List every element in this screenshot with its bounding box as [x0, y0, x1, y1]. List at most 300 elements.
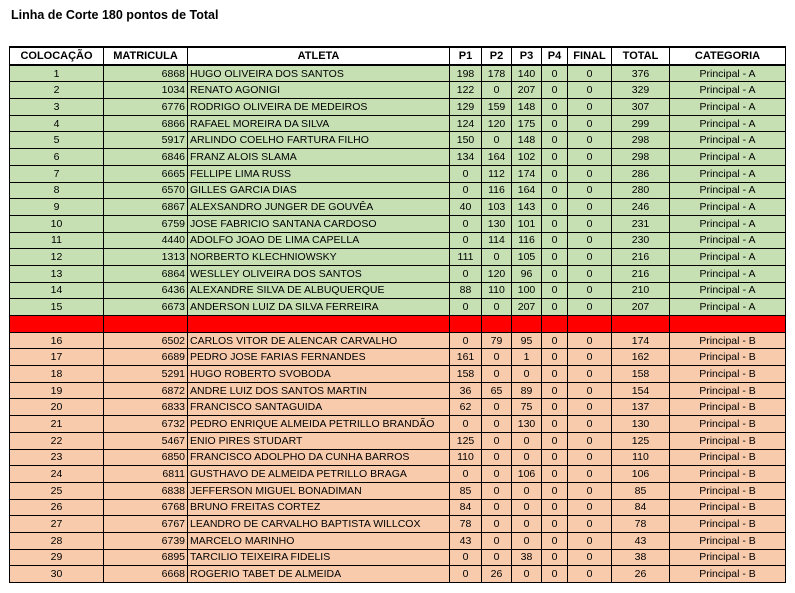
cell-p1: 88 — [450, 282, 482, 299]
cell-total: 78 — [612, 516, 670, 533]
header-atleta: ATLETA — [188, 47, 450, 65]
cell-total: 207 — [612, 299, 670, 316]
cell-p1: 0 — [450, 165, 482, 182]
header-p3: P3 — [512, 47, 542, 65]
cell-colocacao: 9 — [10, 199, 104, 216]
cell-final: 0 — [568, 466, 612, 483]
cell-p3: 96 — [512, 265, 542, 282]
cell-colocacao: 30 — [10, 566, 104, 583]
cell-p3: 101 — [512, 215, 542, 232]
cell-p2: 26 — [482, 566, 512, 583]
group-a-rows — [10, 65, 786, 316]
cell-categoria: Principal - B — [670, 449, 786, 466]
cell-categoria: Principal - A — [670, 149, 786, 166]
cell-final: 0 — [568, 199, 612, 216]
cell-p3: 164 — [512, 182, 542, 199]
cell-p4: 0 — [542, 132, 568, 149]
cell-p4: 0 — [542, 449, 568, 466]
cell-categoria: Principal - B — [670, 482, 786, 499]
cell-p1: 158 — [450, 366, 482, 383]
cell-p1: 0 — [450, 416, 482, 433]
cell-p2: 159 — [482, 99, 512, 116]
cell-final: 0 — [568, 149, 612, 166]
cell-categoria: Principal - A — [670, 249, 786, 266]
cell-total: 106 — [612, 466, 670, 483]
cell-categoria: Principal - A — [670, 115, 786, 132]
cell-categoria: Principal - A — [670, 282, 786, 299]
cell-matricula: 6665 — [104, 165, 188, 182]
cell-p4: 0 — [542, 382, 568, 399]
cell-matricula: 5917 — [104, 132, 188, 149]
cell-p3: 148 — [512, 99, 542, 116]
cell-matricula: 5291 — [104, 366, 188, 383]
cell-p1: 134 — [450, 149, 482, 166]
cell-final: 0 — [568, 416, 612, 433]
cell-total: 154 — [612, 382, 670, 399]
cell-p3: 100 — [512, 282, 542, 299]
cell-final: 0 — [568, 249, 612, 266]
cell-colocacao: 8 — [10, 182, 104, 199]
cell-atleta: JOSE FABRICIO SANTANA CARDOSO — [188, 215, 450, 232]
header-colocacao: COLOCAÇÃO — [10, 47, 104, 65]
cell-categoria: Principal - A — [670, 265, 786, 282]
cell-final: 0 — [568, 432, 612, 449]
table-row — [10, 165, 786, 182]
table-row — [10, 249, 786, 266]
cell-atleta: FRANCISCO SANTAGUIDA — [188, 399, 450, 416]
cell-atleta: HUGO ROBERTO SVOBODA — [188, 366, 450, 383]
cell-colocacao: 18 — [10, 366, 104, 383]
cell-categoria: Principal - B — [670, 349, 786, 366]
cell-p2: 65 — [482, 382, 512, 399]
cell-atleta: TARCILIO TEIXEIRA FIDELIS — [188, 549, 450, 566]
cell-colocacao: 2 — [10, 82, 104, 99]
cell-matricula: 6759 — [104, 215, 188, 232]
cell-p3: 175 — [512, 115, 542, 132]
cell-total: 125 — [612, 432, 670, 449]
cell-total: 210 — [612, 282, 670, 299]
cell-colocacao: 24 — [10, 466, 104, 483]
cell-final: 0 — [568, 482, 612, 499]
cell-categoria: Principal - A — [670, 299, 786, 316]
cell-p3: 0 — [512, 566, 542, 583]
cell-p2: 0 — [482, 399, 512, 416]
cell-p4: 0 — [542, 149, 568, 166]
cell-colocacao: 15 — [10, 299, 104, 316]
cell-p1: 0 — [450, 549, 482, 566]
cell-final: 0 — [568, 382, 612, 399]
cell-p4: 0 — [542, 249, 568, 266]
cell-final: 0 — [568, 165, 612, 182]
cell-p1: 0 — [450, 332, 482, 349]
cell-atleta: ALEXANDRE SILVA DE ALBUQUERQUE — [188, 282, 450, 299]
cell-final: 0 — [568, 215, 612, 232]
cell-matricula: 5467 — [104, 432, 188, 449]
cell-p2: 0 — [482, 449, 512, 466]
cell-p1: 62 — [450, 399, 482, 416]
cell-total: 286 — [612, 165, 670, 182]
cell-final: 0 — [568, 65, 612, 82]
cell-atleta: ARLINDO COELHO FARTURA FILHO — [188, 132, 450, 149]
cell-colocacao: 10 — [10, 215, 104, 232]
table-row — [10, 299, 786, 316]
cell-p4: 0 — [542, 366, 568, 383]
cell-colocacao: 5 — [10, 132, 104, 149]
cell-total: 298 — [612, 132, 670, 149]
cell-p3: 95 — [512, 332, 542, 349]
cut-line-row — [10, 316, 786, 333]
cell-categoria: Principal - A — [670, 82, 786, 99]
cell-p4: 0 — [542, 566, 568, 583]
cell-p3: 130 — [512, 416, 542, 433]
header-p4: P4 — [542, 47, 568, 65]
cell-p4: 0 — [542, 532, 568, 549]
cell-p4: 0 — [542, 82, 568, 99]
table-row — [10, 332, 786, 349]
cell-colocacao: 11 — [10, 232, 104, 249]
cell-atleta: FELLIPE LIMA RUSS — [188, 165, 450, 182]
cell-total: 280 — [612, 182, 670, 199]
cell-final: 0 — [568, 349, 612, 366]
cell-categoria: Principal - B — [670, 366, 786, 383]
cell-total: 246 — [612, 199, 670, 216]
cell-p3: 143 — [512, 199, 542, 216]
cell-matricula: 6895 — [104, 549, 188, 566]
cell-final: 0 — [568, 449, 612, 466]
cell-p2: 0 — [482, 299, 512, 316]
cell-p2: 0 — [482, 366, 512, 383]
cell-p2: 0 — [482, 532, 512, 549]
cell-colocacao: 13 — [10, 265, 104, 282]
cell-p3: 116 — [512, 232, 542, 249]
cell-p3: 38 — [512, 549, 542, 566]
cell-p2: 114 — [482, 232, 512, 249]
cell-matricula: 6768 — [104, 499, 188, 516]
cell-p4: 0 — [542, 165, 568, 182]
cell-colocacao: 4 — [10, 115, 104, 132]
cell-p1: 0 — [450, 182, 482, 199]
cell-p4: 0 — [542, 432, 568, 449]
cell-p4: 0 — [542, 282, 568, 299]
cell-categoria: Principal - A — [670, 182, 786, 199]
cell-p1: 161 — [450, 349, 482, 366]
cell-matricula: 6689 — [104, 349, 188, 366]
header-matricula: MATRICULA — [104, 47, 188, 65]
table-row — [10, 499, 786, 516]
cell-matricula: 6864 — [104, 265, 188, 282]
cell-p1: 150 — [450, 132, 482, 149]
table-row — [10, 65, 786, 82]
cell-p3: 1 — [512, 349, 542, 366]
table-header-row — [10, 47, 786, 65]
table-row — [10, 349, 786, 366]
cell-p1: 0 — [450, 299, 482, 316]
cell-categoria: Principal - B — [670, 432, 786, 449]
cell-p4: 0 — [542, 299, 568, 316]
cell-total: 376 — [612, 65, 670, 82]
cell-matricula: 6767 — [104, 516, 188, 533]
table-row — [10, 366, 786, 383]
cell-p4: 0 — [542, 349, 568, 366]
header-total: TOTAL — [612, 47, 670, 65]
cell-p3: 0 — [512, 482, 542, 499]
cell-total: 110 — [612, 449, 670, 466]
cell-categoria: Principal - A — [670, 65, 786, 82]
cell-atleta: GUSTHAVO DE ALMEIDA PETRILLO BRAGA — [188, 466, 450, 483]
cell-atleta: RODRIGO OLIVEIRA DE MEDEIROS — [188, 99, 450, 116]
cell-p3: 106 — [512, 466, 542, 483]
cell-total: 216 — [612, 265, 670, 282]
cell-categoria: Principal - A — [670, 99, 786, 116]
cell-colocacao: 26 — [10, 499, 104, 516]
cell-colocacao: 27 — [10, 516, 104, 533]
cell-atleta: LEANDRO DE CARVALHO BAPTISTA WILLCOX — [188, 516, 450, 533]
table-row — [10, 99, 786, 116]
cell-matricula: 6668 — [104, 566, 188, 583]
table-row — [10, 149, 786, 166]
cell-p3: 207 — [512, 299, 542, 316]
cell-p2: 0 — [482, 516, 512, 533]
cell-p1: 122 — [450, 82, 482, 99]
cell-p4: 0 — [542, 99, 568, 116]
cell-colocacao: 14 — [10, 282, 104, 299]
table-row — [10, 516, 786, 533]
table-row — [10, 265, 786, 282]
cell-total: 158 — [612, 366, 670, 383]
cell-matricula: 6846 — [104, 149, 188, 166]
cell-p4: 0 — [542, 466, 568, 483]
cell-atleta: PEDRO JOSE FARIAS FERNANDES — [188, 349, 450, 366]
cell-categoria: Principal - B — [670, 566, 786, 583]
cell-categoria: Principal - A — [670, 199, 786, 216]
cell-colocacao: 16 — [10, 332, 104, 349]
cell-final: 0 — [568, 99, 612, 116]
cell-atleta: ROGERIO TABET DE ALMEIDA — [188, 566, 450, 583]
cell-p3: 0 — [512, 366, 542, 383]
cell-total: 130 — [612, 416, 670, 433]
cell-final: 0 — [568, 115, 612, 132]
cell-p1: 0 — [450, 265, 482, 282]
cell-p1: 124 — [450, 115, 482, 132]
cell-p4: 0 — [542, 399, 568, 416]
cell-atleta: RAFAEL MOREIRA DA SILVA — [188, 115, 450, 132]
cell-p1: 129 — [450, 99, 482, 116]
cell-atleta: PEDRO ENRIQUE ALMEIDA PETRILLO BRANDÃO — [188, 416, 450, 433]
table-row — [10, 432, 786, 449]
cell-total: 216 — [612, 249, 670, 266]
table-row — [10, 182, 786, 199]
cell-atleta: ENIO PIRES STUDART — [188, 432, 450, 449]
cell-final: 0 — [568, 282, 612, 299]
cell-categoria: Principal - B — [670, 532, 786, 549]
header-p2: P2 — [482, 47, 512, 65]
cell-final: 0 — [568, 399, 612, 416]
cell-matricula: 6436 — [104, 282, 188, 299]
cell-p1: 0 — [450, 566, 482, 583]
cell-p1: 36 — [450, 382, 482, 399]
cell-p1: 125 — [450, 432, 482, 449]
cell-p4: 0 — [542, 332, 568, 349]
table-row — [10, 482, 786, 499]
cell-p3: 0 — [512, 499, 542, 516]
cell-atleta: NORBERTO KLECHNIOWSKY — [188, 249, 450, 266]
table-row — [10, 115, 786, 132]
cell-p2: 130 — [482, 215, 512, 232]
cell-atleta: JEFFERSON MIGUEL BONADIMAN — [188, 482, 450, 499]
cell-matricula: 6673 — [104, 299, 188, 316]
table-row — [10, 232, 786, 249]
cell-p4: 0 — [542, 499, 568, 516]
cell-p4: 0 — [542, 232, 568, 249]
cell-p2: 112 — [482, 165, 512, 182]
cell-p2: 0 — [482, 416, 512, 433]
cell-p1: 84 — [450, 499, 482, 516]
cell-final: 0 — [568, 549, 612, 566]
cell-categoria: Principal - B — [670, 382, 786, 399]
cell-atleta: ALEXSANDRO JUNGER DE GOUVÊA — [188, 199, 450, 216]
cell-p2: 0 — [482, 549, 512, 566]
cell-total: 85 — [612, 482, 670, 499]
cell-colocacao: 19 — [10, 382, 104, 399]
cell-p2: 0 — [482, 432, 512, 449]
header-categoria: CATEGORIA — [670, 47, 786, 65]
cell-colocacao: 17 — [10, 349, 104, 366]
cell-matricula: 6739 — [104, 532, 188, 549]
cell-matricula: 6732 — [104, 416, 188, 433]
cell-matricula: 6866 — [104, 115, 188, 132]
cell-matricula: 6868 — [104, 65, 188, 82]
table-row — [10, 82, 786, 99]
cell-matricula: 4440 — [104, 232, 188, 249]
cell-colocacao: 25 — [10, 482, 104, 499]
header-p1: P1 — [450, 47, 482, 65]
cell-colocacao: 20 — [10, 399, 104, 416]
cell-matricula: 6867 — [104, 199, 188, 216]
cut-line-section — [10, 316, 786, 333]
group-b-rows — [10, 332, 786, 582]
cell-categoria: Principal - A — [670, 132, 786, 149]
cell-atleta: BRUNO FREITAS CORTEZ — [188, 499, 450, 516]
table-row — [10, 532, 786, 549]
page-title: Linha de Corte 180 pontos de Total — [11, 8, 219, 22]
cell-matricula: 1034 — [104, 82, 188, 99]
cell-total: 84 — [612, 499, 670, 516]
cell-p3: 0 — [512, 449, 542, 466]
cell-total: 137 — [612, 399, 670, 416]
cell-p3: 89 — [512, 382, 542, 399]
cell-total: 38 — [612, 549, 670, 566]
table-row — [10, 382, 786, 399]
cell-p2: 164 — [482, 149, 512, 166]
table-row — [10, 399, 786, 416]
table-row — [10, 466, 786, 483]
cell-p3: 75 — [512, 399, 542, 416]
cell-p2: 0 — [482, 82, 512, 99]
cell-p3: 140 — [512, 65, 542, 82]
cell-colocacao: 23 — [10, 449, 104, 466]
table-row — [10, 282, 786, 299]
cell-p3: 207 — [512, 82, 542, 99]
cell-categoria: Principal - B — [670, 466, 786, 483]
cell-categoria: Principal - B — [670, 549, 786, 566]
cell-p3: 0 — [512, 516, 542, 533]
cell-matricula: 1313 — [104, 249, 188, 266]
cell-atleta: ANDRE LUIZ DOS SANTOS MARTIN — [188, 382, 450, 399]
cell-matricula: 6776 — [104, 99, 188, 116]
cell-atleta: CARLOS VITOR DE ALENCAR CARVALHO — [188, 332, 450, 349]
cell-p4: 0 — [542, 516, 568, 533]
cell-p4: 0 — [542, 115, 568, 132]
cell-p1: 0 — [450, 232, 482, 249]
cell-p2: 0 — [482, 249, 512, 266]
cell-final: 0 — [568, 366, 612, 383]
cell-atleta: ADOLFO JOAO DE LIMA CAPELLA — [188, 232, 450, 249]
cell-p3: 0 — [512, 432, 542, 449]
table-row — [10, 449, 786, 466]
cell-p4: 0 — [542, 215, 568, 232]
cell-p2: 120 — [482, 115, 512, 132]
cell-categoria: Principal - A — [670, 165, 786, 182]
table-row — [10, 549, 786, 566]
cell-matricula: 6570 — [104, 182, 188, 199]
cell-final: 0 — [568, 516, 612, 533]
cell-matricula: 6811 — [104, 466, 188, 483]
cell-colocacao: 29 — [10, 549, 104, 566]
cell-p2: 0 — [482, 499, 512, 516]
cell-atleta: GILLES GARCIA DIAS — [188, 182, 450, 199]
cell-matricula: 6833 — [104, 399, 188, 416]
cell-final: 0 — [568, 499, 612, 516]
cell-final: 0 — [568, 299, 612, 316]
cell-atleta: WESLLEY OLIVEIRA DOS SANTOS — [188, 265, 450, 282]
cell-p3: 105 — [512, 249, 542, 266]
cell-categoria: Principal - A — [670, 232, 786, 249]
cell-atleta: FRANZ ALOIS SLAMA — [188, 149, 450, 166]
cell-atleta: MARCELO MARINHO — [188, 532, 450, 549]
cell-total: 26 — [612, 566, 670, 583]
cell-p4: 0 — [542, 416, 568, 433]
cell-final: 0 — [568, 532, 612, 549]
cell-total: 43 — [612, 532, 670, 549]
cell-p2: 103 — [482, 199, 512, 216]
cell-total: 231 — [612, 215, 670, 232]
cell-p2: 0 — [482, 466, 512, 483]
cell-final: 0 — [568, 232, 612, 249]
cell-p2: 0 — [482, 482, 512, 499]
table-row — [10, 215, 786, 232]
cell-atleta: ANDERSON LUIZ DA SILVA FERREIRA — [188, 299, 450, 316]
cell-categoria: Principal - B — [670, 332, 786, 349]
cell-total: 299 — [612, 115, 670, 132]
cell-p3: 174 — [512, 165, 542, 182]
cell-p2: 0 — [482, 349, 512, 366]
cell-p1: 40 — [450, 199, 482, 216]
cell-total: 329 — [612, 82, 670, 99]
cell-matricula: 6838 — [104, 482, 188, 499]
cell-p4: 0 — [542, 199, 568, 216]
cell-p4: 0 — [542, 182, 568, 199]
cell-atleta: RENATO AGONIGI — [188, 82, 450, 99]
cell-p2: 178 — [482, 65, 512, 82]
cell-final: 0 — [568, 332, 612, 349]
table-row — [10, 132, 786, 149]
cell-p4: 0 — [542, 482, 568, 499]
cell-p1: 198 — [450, 65, 482, 82]
cell-categoria: Principal - B — [670, 516, 786, 533]
cell-colocacao: 1 — [10, 65, 104, 82]
cell-p3: 148 — [512, 132, 542, 149]
cell-categoria: Principal - B — [670, 499, 786, 516]
